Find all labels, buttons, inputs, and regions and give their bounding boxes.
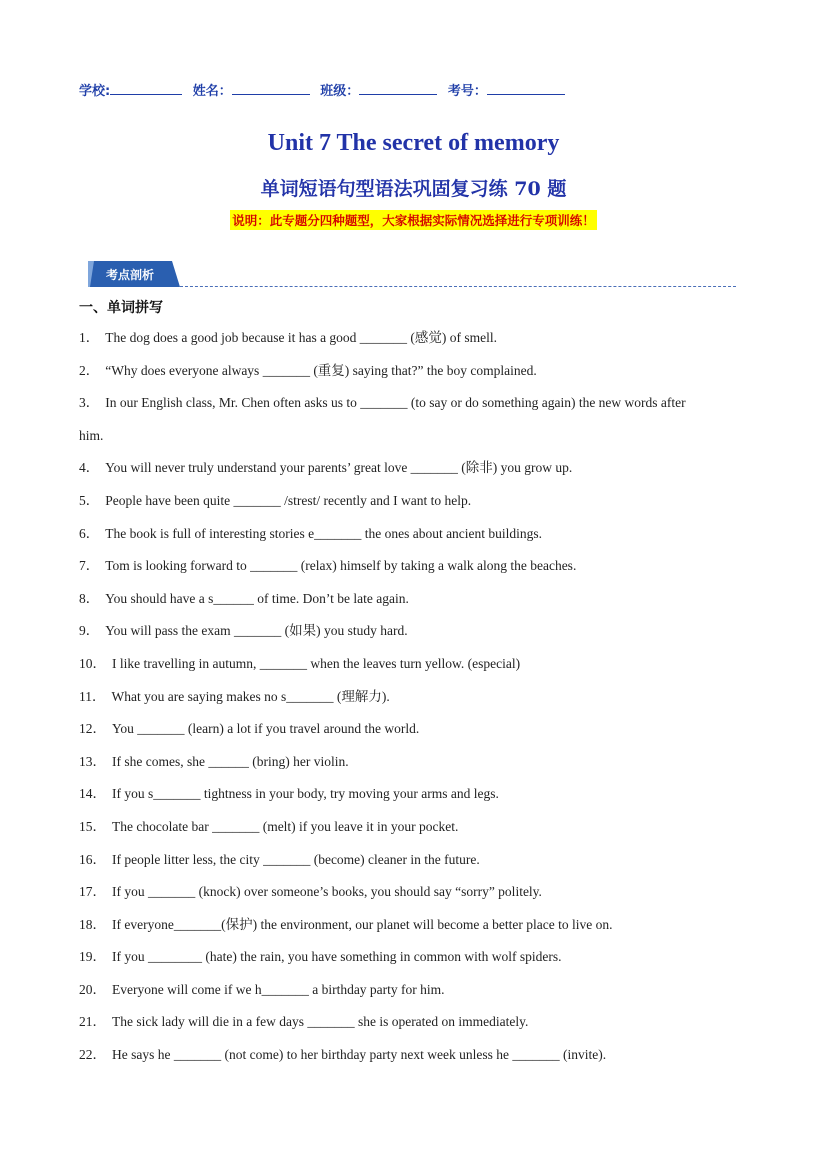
question-item: [79, 387, 739, 420]
question-number: 13．: [79, 753, 106, 769]
name-blank[interactable]: [232, 82, 310, 95]
question-number: 8．: [79, 590, 100, 606]
section-tag-label: 考点剖析: [106, 268, 155, 282]
question-item: [79, 681, 739, 714]
question-number: 14．: [79, 786, 106, 802]
document-title: Unit 7 The secret of memory: [267, 130, 560, 156]
question-number: 7．: [79, 558, 100, 574]
question-item: [79, 876, 739, 909]
question-number: 1．: [79, 330, 100, 345]
section-tag: [88, 261, 180, 287]
school-blank[interactable]: [110, 82, 182, 95]
question-text: You should have a s______ of time. Don’t be late again.: [105, 590, 409, 606]
question-text: If people litter less, the city _______ (become) cleaner in the future.: [112, 851, 480, 867]
question-text: him.: [79, 427, 104, 443]
question-item: [79, 941, 739, 974]
question-number: 6．: [79, 525, 100, 541]
student-info-header: [79, 80, 565, 99]
question-item: [79, 583, 739, 616]
question-text: In our English class, Mr. Chen often asks us to _______ (to say or do something again) the new words after: [105, 395, 686, 411]
question-text: People have been quite _______ /strest/ recently and I want to help.: [105, 492, 472, 508]
question-number: 5．: [79, 492, 100, 508]
question-text: Everyone will come if we h_______ a birthday party for him.: [112, 981, 445, 997]
question-number: 16．: [79, 851, 106, 867]
question-number: 2．: [79, 362, 100, 378]
question-item: [79, 355, 739, 388]
question-item: [79, 615, 739, 648]
question-text: If you _______ (knock) over someone’s books, you should say “sorry” politely.: [112, 884, 542, 900]
exam-number-label: 考号：: [447, 84, 487, 99]
question-item: [79, 713, 739, 746]
question-list: [79, 322, 739, 1072]
question-text: The book is full of interesting stories e_______ the ones about ancient buildings.: [105, 525, 543, 541]
class-label: 班级：: [320, 84, 360, 99]
question-item: [79, 485, 739, 518]
question-number: 22．: [79, 1047, 106, 1063]
question-text: The chocolate bar _______ (melt) if you leave it in your pocket.: [112, 818, 459, 834]
question-item: [79, 844, 739, 877]
question-number: 4．: [79, 460, 100, 476]
question-number: 19．: [79, 949, 106, 965]
question-item: [79, 1006, 739, 1039]
exam-number-blank[interactable]: [487, 82, 565, 95]
question-text: What you are saying makes no s_______ (理解力).: [111, 688, 390, 704]
question-text: I like travelling in autumn, _______ when the leaves turn yellow. (especial): [112, 655, 521, 671]
question-number: 18．: [79, 916, 106, 932]
question-text: You will pass the exam _______ (如果) you study hard.: [105, 623, 408, 639]
question-item: [79, 518, 739, 551]
question-text: You will never truly understand your parents’ great love _______ (除非) you grow up.: [105, 460, 573, 476]
question-text: If she comes, she ______ (bring) her violin.: [112, 753, 349, 769]
question-item: [79, 778, 739, 811]
question-item: [79, 420, 739, 453]
question-item: [79, 550, 739, 583]
question-text: If everyone_______(保护) the environment, our planet will become a better place to live on.: [112, 916, 613, 932]
question-number: 10．: [79, 655, 106, 671]
question-item: [79, 452, 739, 485]
document-subtitle: 单词短语句型语法巩固复习练 70 题: [260, 178, 567, 200]
question-text: The dog does a good job because it has a good _______ (感觉) of smell.: [105, 330, 498, 345]
question-number: 21．: [79, 1014, 106, 1030]
question-text: Tom is looking forward to _______ (relax) himself by taking a walk along the beaches.: [105, 558, 577, 574]
section-divider: [180, 286, 736, 287]
question-text: He says he _______ (not come) to her birthday party next week unless he _______ (invite).: [112, 1047, 607, 1063]
question-number: 15．: [79, 818, 106, 834]
question-text: If you s_______ tightness in your body, try moving your arms and legs.: [112, 786, 499, 802]
question-number: 12．: [79, 721, 106, 737]
question-item: [79, 1039, 739, 1072]
instruction-note-wrap: [0, 210, 827, 230]
question-text: If you ________ (hate) the rain, you have something in common with wolf spiders.: [112, 949, 562, 965]
instruction-note: 说明：此专题分四种题型，大家根据实际情况选择进行专项训练！: [230, 210, 597, 230]
question-item: [79, 974, 739, 1007]
question-item: [79, 648, 739, 681]
question-text: “Why does everyone always _______ (重复) saying that?” the boy complained.: [105, 362, 537, 378]
question-number: 9．: [79, 623, 100, 639]
question-item: [79, 811, 739, 844]
question-number: 11．: [79, 688, 106, 704]
question-item: [79, 746, 739, 779]
school-label: 学校:: [79, 84, 111, 99]
question-text: You _______ (learn) a lot if you travel around the world.: [112, 721, 420, 737]
name-label: 姓名：: [192, 84, 232, 99]
section-heading: 一、单词拼写: [79, 300, 163, 316]
question-item: [79, 909, 739, 942]
question-number: 20．: [79, 981, 106, 997]
question-text: The sick lady will die in a few days _______ she is operated on immediately.: [112, 1014, 529, 1030]
question-number: 17．: [79, 884, 106, 900]
class-blank[interactable]: [359, 82, 437, 95]
question-item: [79, 322, 739, 355]
question-number: 3．: [79, 395, 100, 411]
